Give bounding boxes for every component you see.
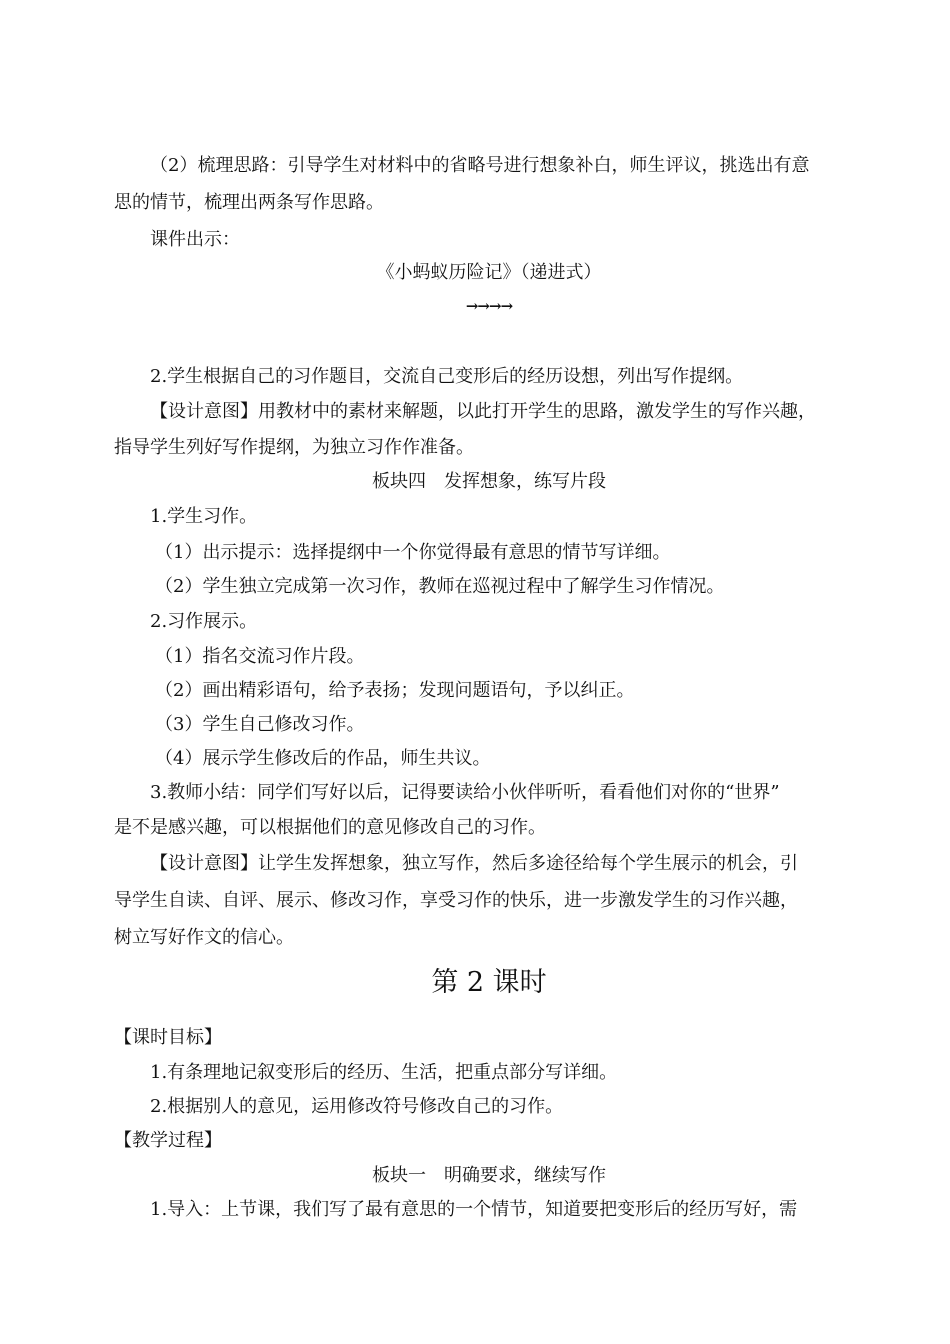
paragraph-line: 树立写好作文的信心。 [114,927,294,948]
arrow-sequence: →→→→ [465,297,513,315]
list-item: 1.学生习作。 [150,506,258,527]
goal-item: 1.有条理地记叙变形后的经历、生活，把重点部分写详细。 [150,1062,618,1083]
courseware-title: 《小蚂蚁历险记》（递进式） [376,262,602,283]
lesson-heading: 第 2 课时 [431,967,547,998]
design-intent-line: 【设计意图】让学生发挥想象，独立写作，然后多途径给每个学生展示的机会，引 [150,853,798,874]
goal-item: 2.根据别人的意见，运用修改符号修改自己的习作。 [150,1096,564,1117]
list-item: （1）出示提示：选择提纲中一个你觉得最有意思的情节写详细。 [155,542,671,563]
paragraph-line: 思的情节，梳理出两条写作思路。 [114,192,384,213]
paragraph-line: 导学生自读、自评、展示、修改习作，享受习作的快乐，进一步激发学生的习作兴趣， [114,890,798,911]
list-item: （2）画出精彩语句，给予表扬；发现问题语句，予以纠正。 [155,680,635,701]
design-intent-line: 【设计意图】用教材中的素材来解题，以此打开学生的思路，激发学生的写作兴趣， [150,401,816,422]
paragraph-line: 是不是感兴趣，可以根据他们的意见修改自己的习作。 [114,817,546,838]
section-heading: 板块四 发挥想象，练写片段 [372,471,606,492]
section-heading: 板块一 明确要求，继续写作 [372,1165,606,1186]
section-label: 【课时目标】 [114,1027,222,1048]
paragraph-line: 1.导入：上节课，我们写了最有意思的一个情节，知道要把变形后的经历写好，需 [150,1199,798,1220]
paragraph-line: 指导学生列好写作提纲，为独立习作作准备。 [114,437,474,458]
paragraph-line: 课件出示： [150,229,240,250]
paragraph-line: 3.教师小结：同学们写好以后，记得要读给小伙伴听听，看看他们对你的“世界” [150,782,780,803]
list-item: （3）学生自己修改习作。 [155,714,365,735]
list-item: （4）展示学生修改后的作品，师生共议。 [155,748,491,769]
section-label: 【教学过程】 [114,1130,222,1151]
list-item: （2）学生独立完成第一次习作，教师在巡视过程中了解学生习作情况。 [155,576,725,597]
paragraph-line: （2）梳理思路：引导学生对材料中的省略号进行想象补白，师生评议，挑选出有意 [150,155,810,176]
list-item: （1）指名交流习作片段。 [155,646,365,667]
paragraph-line: 2.学生根据自己的习作题目，交流自己变形后的经历设想，列出写作提纲。 [150,366,744,387]
list-item: 2.习作展示。 [150,611,258,632]
